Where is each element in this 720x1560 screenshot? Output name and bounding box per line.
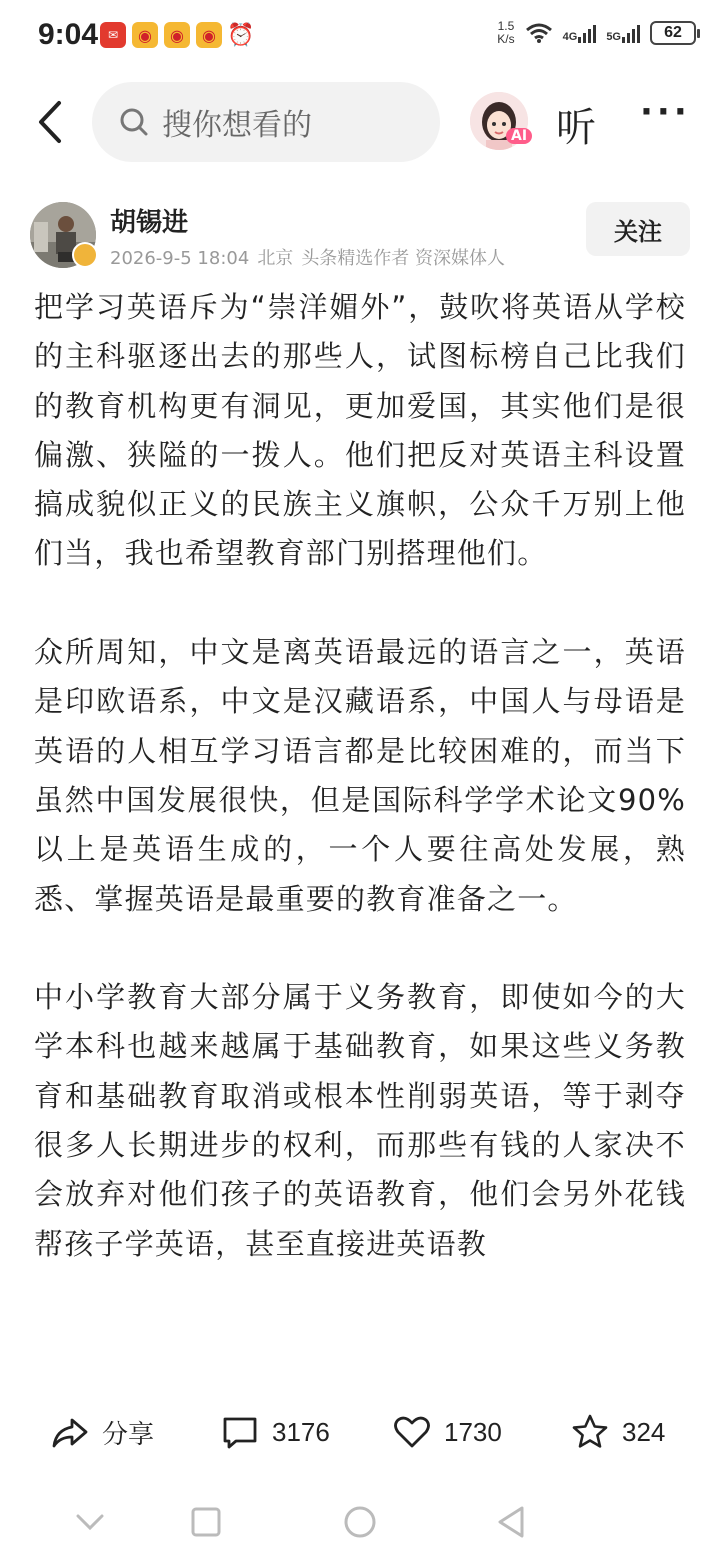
chevron-down-icon[interactable] bbox=[70, 1502, 110, 1542]
status-time: 9:04 bbox=[38, 18, 99, 51]
share-icon bbox=[50, 1412, 90, 1452]
author-title: 头条精选作者 资深媒体人 bbox=[301, 248, 506, 269]
network-speed: 1.5 K/s bbox=[497, 19, 515, 46]
post-meta bbox=[110, 244, 513, 270]
ai-badge: AI bbox=[506, 128, 532, 144]
follow-button[interactable]: 关注 bbox=[586, 202, 690, 256]
article-body bbox=[34, 283, 686, 1383]
like-count: 1730 bbox=[444, 1416, 502, 1447]
article-paragraph: 中小学教育大部分属于义务教育，即使如今的大学本科也越来越属于基础教育，如果这些义务教育和基础教育取消或根本性削弱英语，等于剥夺很多人长期进步的权利，而那些有钱的人家决不会放弃对他们孩子的英语教育，他们会另外花钱帮孩子学英语，甚至直接进英语教 bbox=[34, 980, 686, 1261]
star-icon bbox=[570, 1412, 610, 1452]
article-paragraph: 众所周知，中文是离英语最远的语言之一，英语是印欧语系，中文是汉藏语系，中国人与母语是英语的人相互学习语言都是比较困难的，而当下虽然中国发展很快，但是国际科学学术论文90%以上是英语生成的，一个人要往高处发展，熟悉、掌握英语是最重要的教育准备之一。 bbox=[34, 635, 686, 916]
like-button[interactable] bbox=[392, 1412, 502, 1452]
search-icon bbox=[118, 106, 150, 138]
article-paragraph: 把学习英语斥为“崇洋媚外”，鼓吹将英语从学校的主科驱逐出去的那些人，试图标榜自己比我们的教育机构更有洞见，更加爱国，其实他们是很偏激、狭隘的一拨人。他们把反对英语主科设置搞成貌似正义的民族主义旗帜，公众千万别上他们当，我也希望教育部门别搭理他们。 bbox=[34, 290, 686, 571]
author-name[interactable]: 胡锡进 bbox=[110, 208, 189, 238]
search-input[interactable] bbox=[92, 82, 440, 162]
heart-icon bbox=[392, 1412, 432, 1452]
status-bar bbox=[0, 0, 720, 72]
wifi-icon bbox=[525, 22, 553, 44]
system-navigation-bar bbox=[0, 1490, 720, 1560]
favorite-count: 324 bbox=[622, 1416, 666, 1447]
favorite-button[interactable] bbox=[570, 1412, 665, 1452]
share-label: 分享 bbox=[102, 1418, 155, 1449]
search-placeholder: 搜你想看的 bbox=[162, 108, 312, 143]
author-header bbox=[0, 196, 720, 276]
back-button[interactable] bbox=[28, 98, 72, 146]
post-date: 2026-9-5 18:04 bbox=[110, 248, 250, 269]
share-button[interactable] bbox=[50, 1412, 154, 1452]
notification-icons bbox=[100, 22, 254, 48]
weibo-notification-icon: ◉ bbox=[196, 22, 222, 48]
battery-icon: 62 bbox=[650, 21, 696, 45]
comment-count: 3176 bbox=[272, 1416, 330, 1447]
comment-icon bbox=[220, 1412, 260, 1452]
signal-4g-icon: 4G bbox=[563, 23, 597, 43]
top-navigation bbox=[0, 80, 720, 164]
back-arrow-icon bbox=[35, 100, 65, 144]
back-triangle-icon[interactable] bbox=[492, 1502, 532, 1542]
weibo-notification-icon: ◉ bbox=[132, 22, 158, 48]
news-app-notification-icon: ✉ bbox=[100, 22, 126, 48]
action-bar bbox=[0, 1398, 720, 1472]
post-location: 北京 bbox=[257, 248, 294, 269]
recent-apps-icon[interactable] bbox=[186, 1502, 226, 1542]
comments-button[interactable] bbox=[220, 1412, 330, 1452]
weibo-notification-icon: ◉ bbox=[164, 22, 190, 48]
listen-button[interactable]: 听 bbox=[556, 105, 596, 151]
signal-5g-icon: 5G bbox=[606, 23, 640, 43]
verified-badge-icon bbox=[72, 242, 98, 268]
system-status-icons bbox=[497, 20, 696, 46]
more-options-button[interactable]: ··· bbox=[640, 92, 691, 132]
home-icon[interactable] bbox=[340, 1502, 380, 1542]
alarm-icon: ⏰ bbox=[227, 22, 255, 48]
